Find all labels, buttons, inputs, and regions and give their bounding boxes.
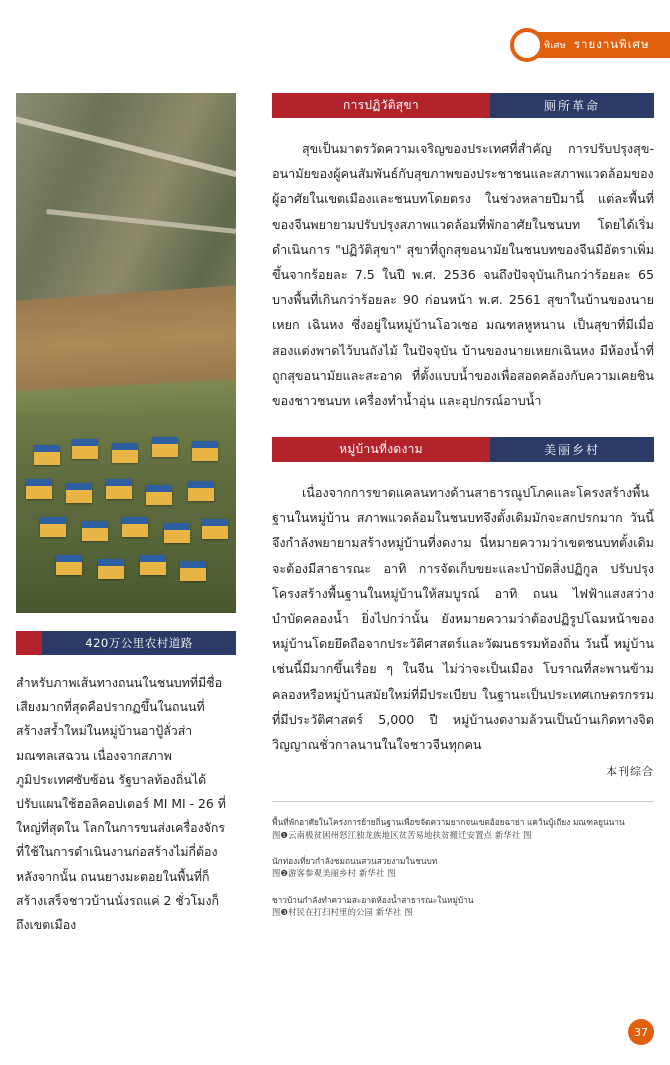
photo-house — [40, 517, 66, 537]
photo-house — [140, 555, 166, 575]
header-bar — [526, 32, 670, 58]
photo-house — [56, 555, 82, 575]
photo-house — [146, 485, 172, 505]
left-body-paragraph: สำหรับภาพเส้นทางถนนในชนบทที่มีชื่อเสียงมากที่สุดคือปรากฏขึ้นในถนนที่สร้างสร้ำใหม่ในหมู่บ้านอาปู้ลั่วส่า มณฑลเสฉวน เนื่องจากสภาพภูมิประเทศซับซ้อน รัฐบาลท้องถิ่นได้ปรับแผนใช้ฮอลิคอปเตอร์ MI MI - 26 ที่ใหญ่ที่สุดใน โลกในการขนส่งเครื่องจักรที่ใช้ในการดำเนินงานก่อสร้างไม่กี่ต้องหลังจากนั้น ถนนยางมะตอยในพื้นที่ก็สร้างเสร็จชาวบ้านนั่งรถแค่ 2 ชั่วโมงก็ถึงเขตเมือง — [16, 675, 226, 932]
photo-house — [180, 561, 206, 581]
byline: 本刊综合 — [606, 765, 654, 779]
label-bar-accent — [16, 631, 42, 655]
photo-house — [122, 517, 148, 537]
right-column — [272, 93, 654, 932]
caption-item — [272, 894, 654, 920]
section-paragraph-toilet-revolution: สุขเป็นมาตรวัดความเจริญของประเทศที่สำคัญ การปรับปรุงสุข-อนามัยของผู้คนสัมพันธ์กับสุขภาพของประชาชนและสภาพแวดล้อมของผู้อาศัยในเขตเมืองและชนบทโดยตรง ในช่วงหลายปีมานี้ แต่ละพื้นที่ของจีนพยายามปรับปรุงสภาพแวดล้อมที่พักอาศัยในชนบท โดยได้เริ่มดำเนินการ "ปฏิวัติสุขา" สุขาที่ถูกสุขอนามัยในชนบทของจีนมีอัตราเพิ่มขึ้นจากร้อยละ 7.5 ในปี พ.ศ. 2536 จนถึงปัจจุบันเกินกว่าร้อยละ 65 บางพื้นที่เกินกว่าร้อยละ 90 ก่อนหน้า พ.ศ. 2561 สุขาในบ้านของนายเหยก เฉินหง ซึ่งอยู่ในหมู่บ้านโอวเซอ มณฑลหูหนาน เป็นสุขาที่มีเมื่อสองแต่งพาดไว้บนถังไม้ ในปัจจุบัน บ้านของนายเหยกเฉินหง มีห้องน้ำที่ถูกสุขอนามัยและสะอาด ที่ตั้งแบบน้ำของเพื่อสอดคล้องกับความเคยชินของชาวชนบท เครื่องทำน้ำอุ่น และอุปกรณ์อาบน้ำ — [272, 141, 654, 408]
left-label-bar — [16, 631, 236, 655]
section-header-beautiful-village — [272, 437, 654, 462]
photo-house — [34, 445, 60, 465]
caption-th: ชาวบ้านกำลังทำความสะอาดห้องน้ำสาธารณะในหมู่บ้าน — [272, 894, 474, 905]
caption-item — [272, 855, 654, 881]
section-paragraph-beautiful-village: เนื่องจากการขาดแคลนทางด้านสาธารณูปโภคและโครงสร้างพื้นฐานในหมู่บ้าน สภาพแวดล้อมในชนบทจึงตั้งเดิมมักจะสกปรกมาก วันนี้จึงกำลังพยายามสร้างหมู่บ้านที่งดงาม นี่หมายความว่าเขตชนบทตั้งเดิมจะต้องมีสาธารณะ อาทิ การจัดเก็บขยะและบำบัดสิ่งปฏิกูล ปรับปรุงโครงสร้างพื้นฐานในหมู่บ้านให้สมบูรณ์ อาทิ ถนน ไฟฟ้าแสงสว่าง บำบัดคลองน้ำ ยิ่งไปกว่านั้น ยังหมายความว่าต้องปฏิรูปโฉมหน้าของหมู่บ้านโดยยึดถือจากประวัติศาสตร์และวัฒนธรรมท้องถิ่น วันนี้ หมู่บ้านเช่นนี้มีมากขึ้นเรื่อย ๆ ในจีน ไม่ว่าจะเป็นเมือง โบราณที่สะพานข้ามคลองหรือหมู่บ้านสมัยใหม่ที่มีประเบียบ ในฐานะเป็นประเทศเกษตรกรรมที่มีประวัติศาสตร์ 5,000 ปี หมู่บ้านงดงามล้วนเป็นบ้านเกิดทางจิตวิญญาณชั่วกาลนานในใจชาวจีนทุกคน — [272, 485, 654, 752]
left-column — [16, 93, 236, 937]
photo-house — [82, 521, 108, 541]
section-title-cn: 厕所革命 — [490, 93, 654, 118]
section-title-cn: 美丽乡村 — [490, 437, 654, 462]
photo-house — [164, 523, 190, 543]
caption-cn: 图❶云南极贫困州怒江独龙族地区贫苦易地扶贫搬迁安置点 新华社 图 — [272, 829, 532, 840]
photo-house — [152, 437, 178, 457]
section-header-toilet-revolution — [272, 93, 654, 118]
caption-cn: 图❷游客参观美丽乡村 新华社 图 — [272, 868, 396, 879]
photo-house — [26, 479, 52, 499]
photo-house — [112, 443, 138, 463]
photo-house — [72, 439, 98, 459]
caption-divider — [272, 801, 654, 802]
photo-house — [66, 483, 92, 503]
photo-house — [98, 559, 124, 579]
caption-cn: 图❸村民在打扫村里的公园 新华社 图 — [272, 906, 413, 917]
caption-th: นักท่องเที่ยวกำลังชมถนนสวนสวยงามในชนบท — [272, 855, 438, 866]
photo-captions — [272, 816, 654, 919]
page-number: 37 — [628, 1019, 654, 1045]
left-label-text: 420万公里农村道路 — [85, 636, 193, 650]
header-ring-icon — [510, 28, 544, 62]
photo-house — [202, 519, 228, 539]
header-label-cn: รายงานพิเศษ — [573, 37, 650, 51]
caption-item — [272, 816, 654, 842]
photo-house — [106, 479, 132, 499]
header-label-th: พิเศษ — [544, 41, 566, 51]
photo-house — [192, 441, 218, 461]
aerial-photo-village-river-road — [16, 93, 236, 613]
section-title-th: การปฏิวัติสุขา — [272, 93, 490, 118]
special-report-header — [510, 28, 670, 62]
caption-th: พื้นที่พักอาศัยในโครงการย้ายถิ่นฐานเพื่อขจัดความยากจนเขตอ้อยฉาย่า แคว้นบู้เถียง มณฑลยูนนาน — [272, 817, 625, 828]
photo-house — [188, 481, 214, 501]
section-title-th: หมู่บ้านที่งดงาม — [272, 437, 490, 462]
